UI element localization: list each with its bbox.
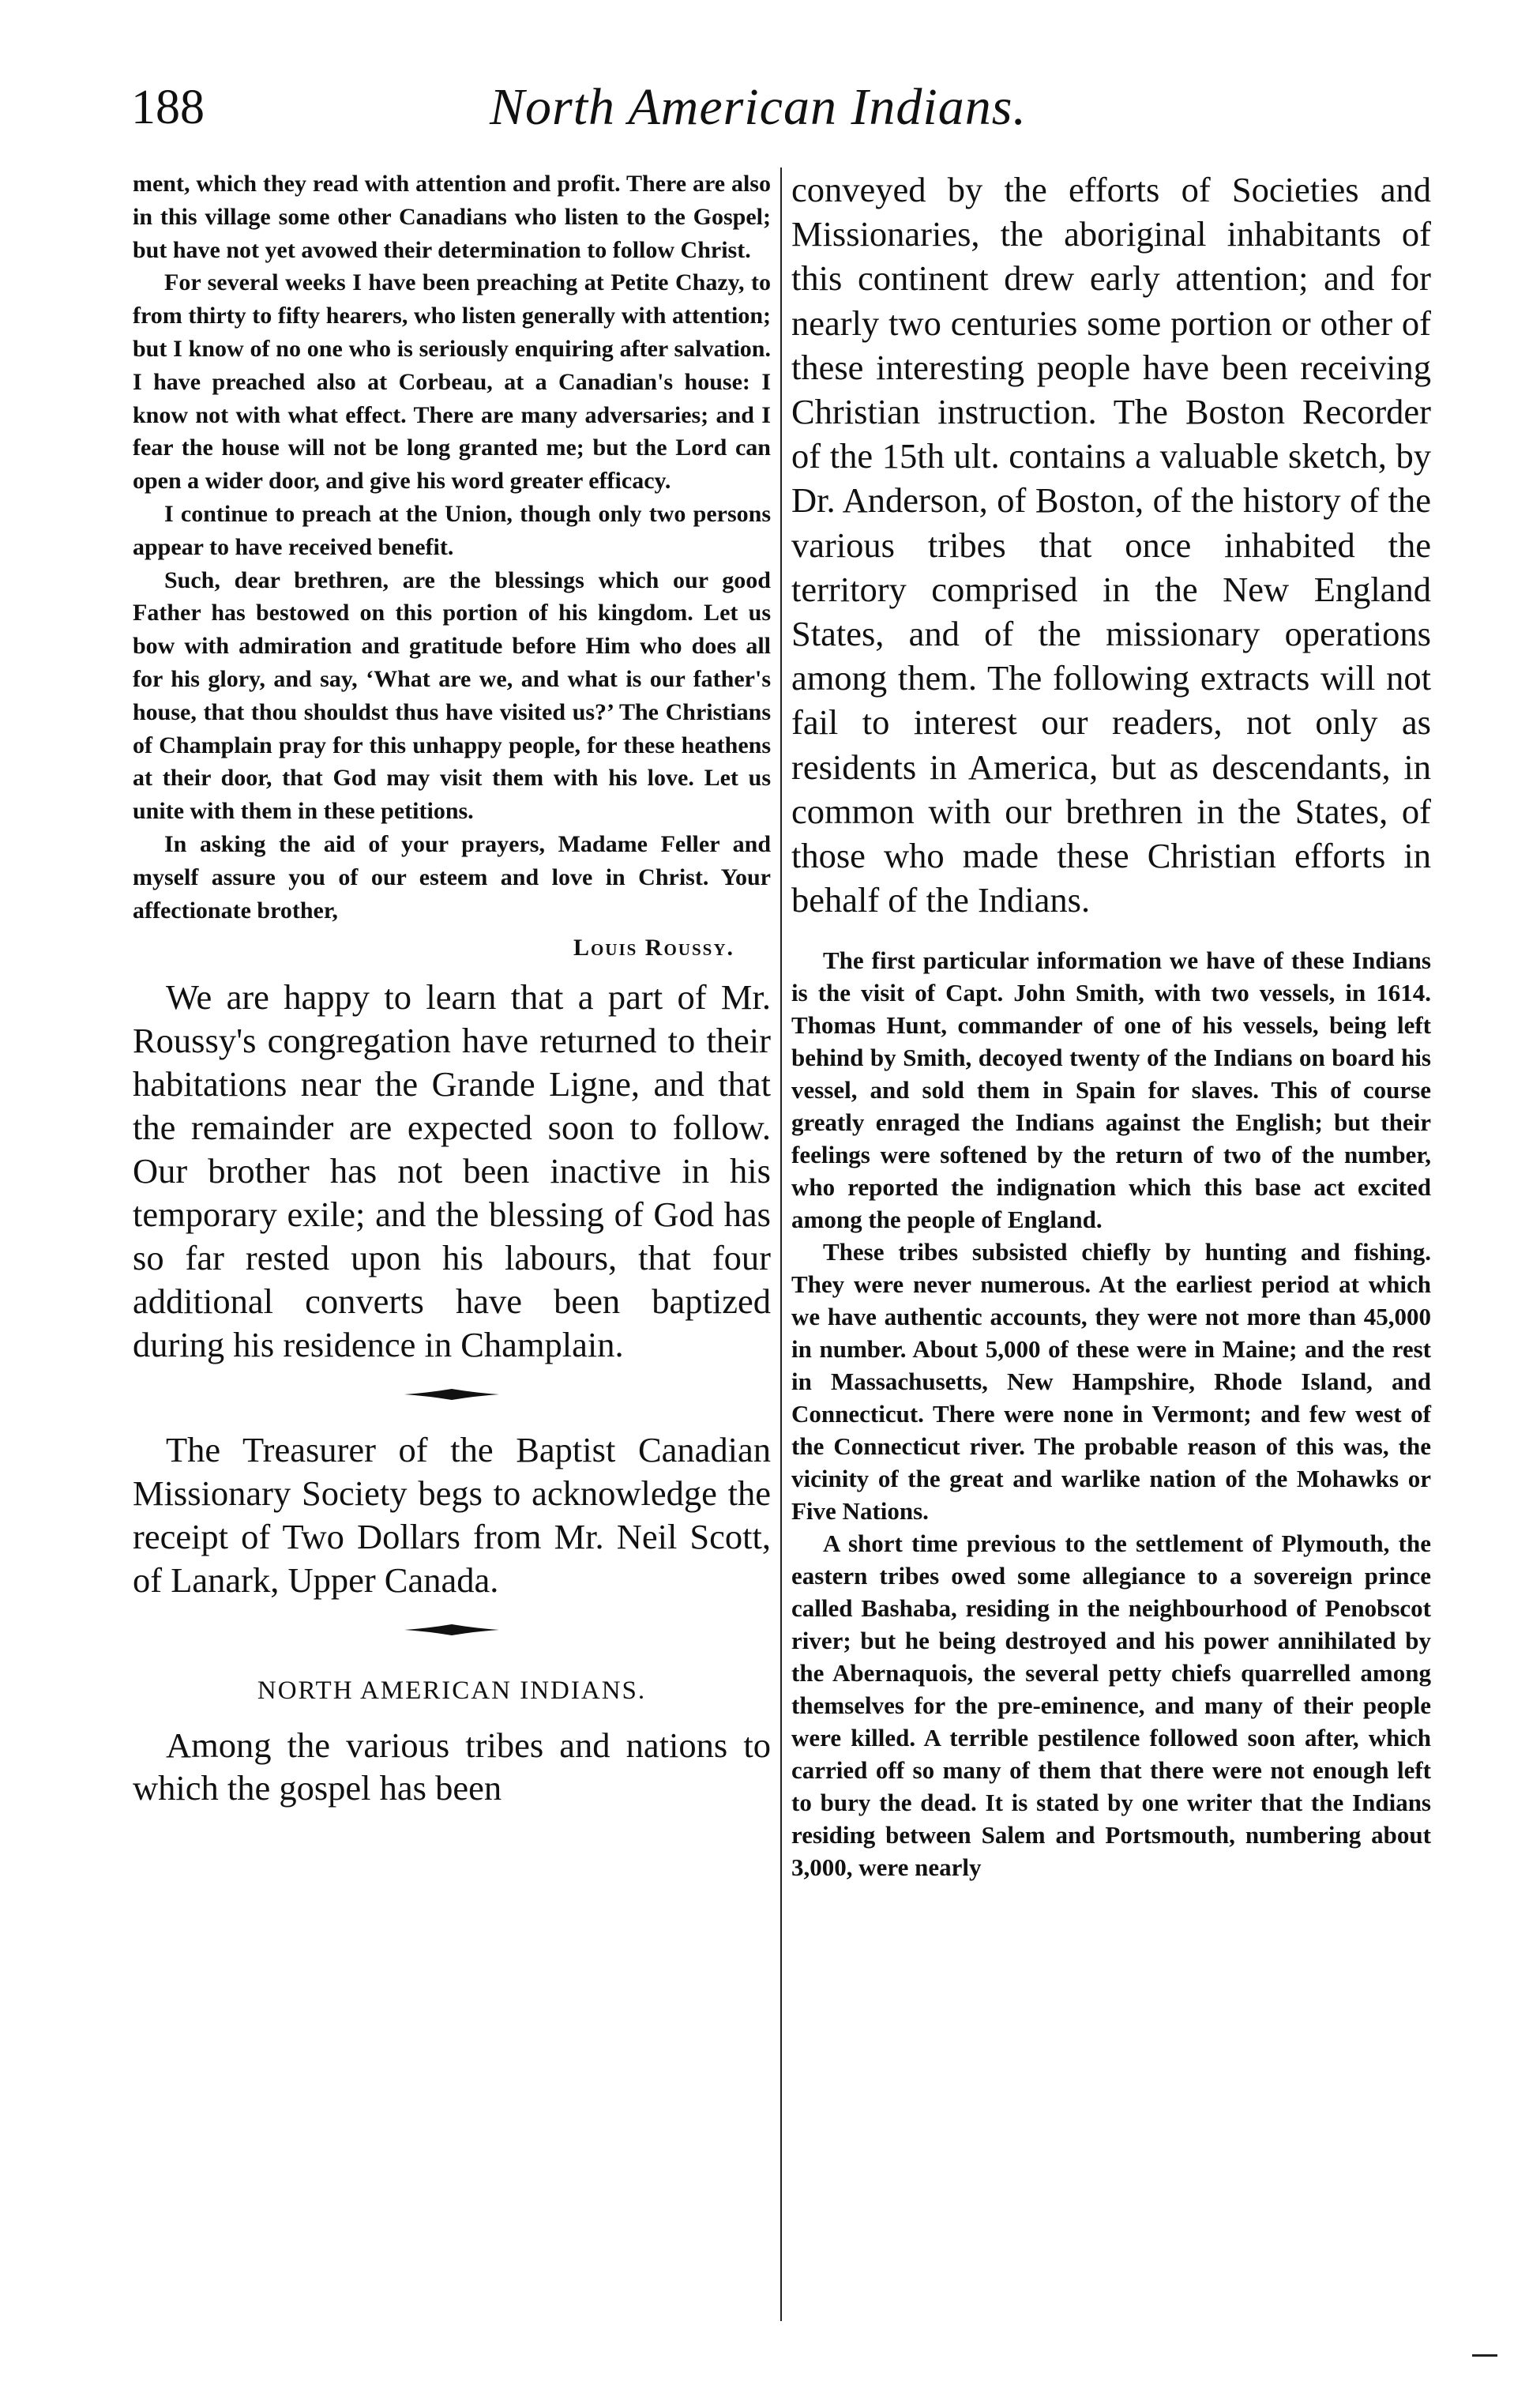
article-paragraph: conveyed by the efforts of Societies and Missionaries, the aboriginal inhabitants of this continent drew early attention; and for nearly two centuries some portion or other of these interesting people have been receiving Christian instruction. The Boston Recorder of the 15th ult. contains a valuable sketch, by Dr. Anderson, of Boston, of the history of the various tribes that once inhabited the territory comprised in the New England States, and of the missionary operations among them. The following extracts will not fail to interest our readers, not only as residents in America, but as descendants, in common with our brethren in the States, of those who made these Christian efforts in behalf of the Indians. — [791, 170, 1431, 920]
left-column — [133, 167, 771, 1809]
article-opening: Among the various tribes and nations to which the gospel has been — [133, 1725, 771, 1808]
letter-paragraph: ment, which they read with attention and profit. There are also in this village some other Canadians who listen to the Gospel; but have not yet avowed their determination to follow Christ. — [133, 171, 771, 263]
page-header — [0, 76, 1529, 152]
history-paragraph: These tribes subsisted chiefly by hunting and fishing. They were never numerous. At the earliest period at which we have authentic accounts, they were not more than 45,000 in number. About 5,000 of these were in Maine; and the rest in Massachusetts, New Hampshire, Rhode Island, and Connecticut. There were none in Vermont; and few west of the Connecticut river. The probable reason of this was, the vicinity of the great and warlike nation of the Mohawks or Five Nations. — [791, 1238, 1431, 1526]
letter-paragraph: Such, dear brethren, are the blessings which our good Father has bestowed on this portion of his kingdom. Let us bow with admiration and gratitude before Him who does all for his glory, and say, ‘What are we, and what is our father's house, that thou shouldst thus have visited us?’ The Christians of Champlain pray for this unhappy people, for these heathens at their door, that God may visit them with his love. Let us unite with them in these petitions. — [133, 566, 771, 825]
letter-paragraph: For several weeks I have been preaching at Petite Chazy, to from thirty to fifty hearers, who listen generally with attention; but I know of no one who is seriously enquiring after salvation. I have preached also at Corbeau, at a Canadian's house: I know not with what effect. There are many adversaries; and I fear the house will not be long granted me; but the Lord can open a wider door, and give his word greater efficacy. — [133, 269, 771, 495]
column-rule — [780, 167, 782, 2321]
history-paragraph: The first particular information we have of these Indians is the visit of Capt. John Smith, with two vessels, in 1614. Thomas Hunt, commander of one of his vessels, being left behind by Smith, decoyed twenty of the Indians on board his vessel, and sold them in Spain for slaves. This of course greatly enraged the Indians against the English; but their feelings were softened by the return of two of the number, who reported the indignation which this base act excited among the people of England. — [791, 946, 1431, 1234]
letter-signature: Louis Roussy. — [573, 935, 734, 961]
ornament-rule-icon — [404, 1386, 499, 1402]
history-paragraph: A short time previous to the settlement of Plymouth, the eastern tribes owed some allegiance to a sovereign prince called Bashaba, residing in the neighbourhood of Penobscot river; but he being destroyed and his power annihilated by the Abernaquois, the several petty chiefs quarrelled among themselves for the pre-eminence, and many of their people were killed. A terrible pestilence followed soon after, which carried off so many of them that there were not enough left to bury the dead. It is stated by one writer that the Indians residing between Salem and Portsmouth, numbering about 3,000, were nearly — [791, 1529, 1431, 1882]
page-number: 188 — [131, 81, 205, 134]
ornament-rule-icon — [404, 1622, 499, 1638]
letter-paragraph: I continue to preach at the Union, though only two persons appear to have received benefit. — [133, 500, 771, 560]
editorial-notice: We are happy to learn that a part of Mr. Roussy's congregation have returned to their habitations near the Grande Ligne, and that the remainder are expected soon to follow. Our brother has not been inactive in his temporary exile; and the blessing of God has so far rested upon his labours, that four additional converts have been baptized during his residence in Champlain. — [133, 977, 771, 1365]
letter-paragraph: In asking the aid of your prayers, Madame Feller and myself assure you of our esteem and love in Christ. Your affectionate brother, — [133, 830, 771, 924]
treasurer-notice: The Treasurer of the Baptist Canadian Missionary Society begs to acknowledge the receipt of Two Dollars from Mr. Neil Scott, of Lanark, Upper Canada. — [133, 1430, 771, 1601]
section-heading: NORTH AMERICAN INDIANS. — [257, 1676, 647, 1706]
running-title: North American Indians. — [490, 78, 1027, 136]
right-column — [791, 167, 1431, 1883]
ornament-divider — [133, 1602, 771, 1657]
page-corner-mark — [1472, 2354, 1497, 2357]
ornament-divider — [133, 1367, 771, 1422]
